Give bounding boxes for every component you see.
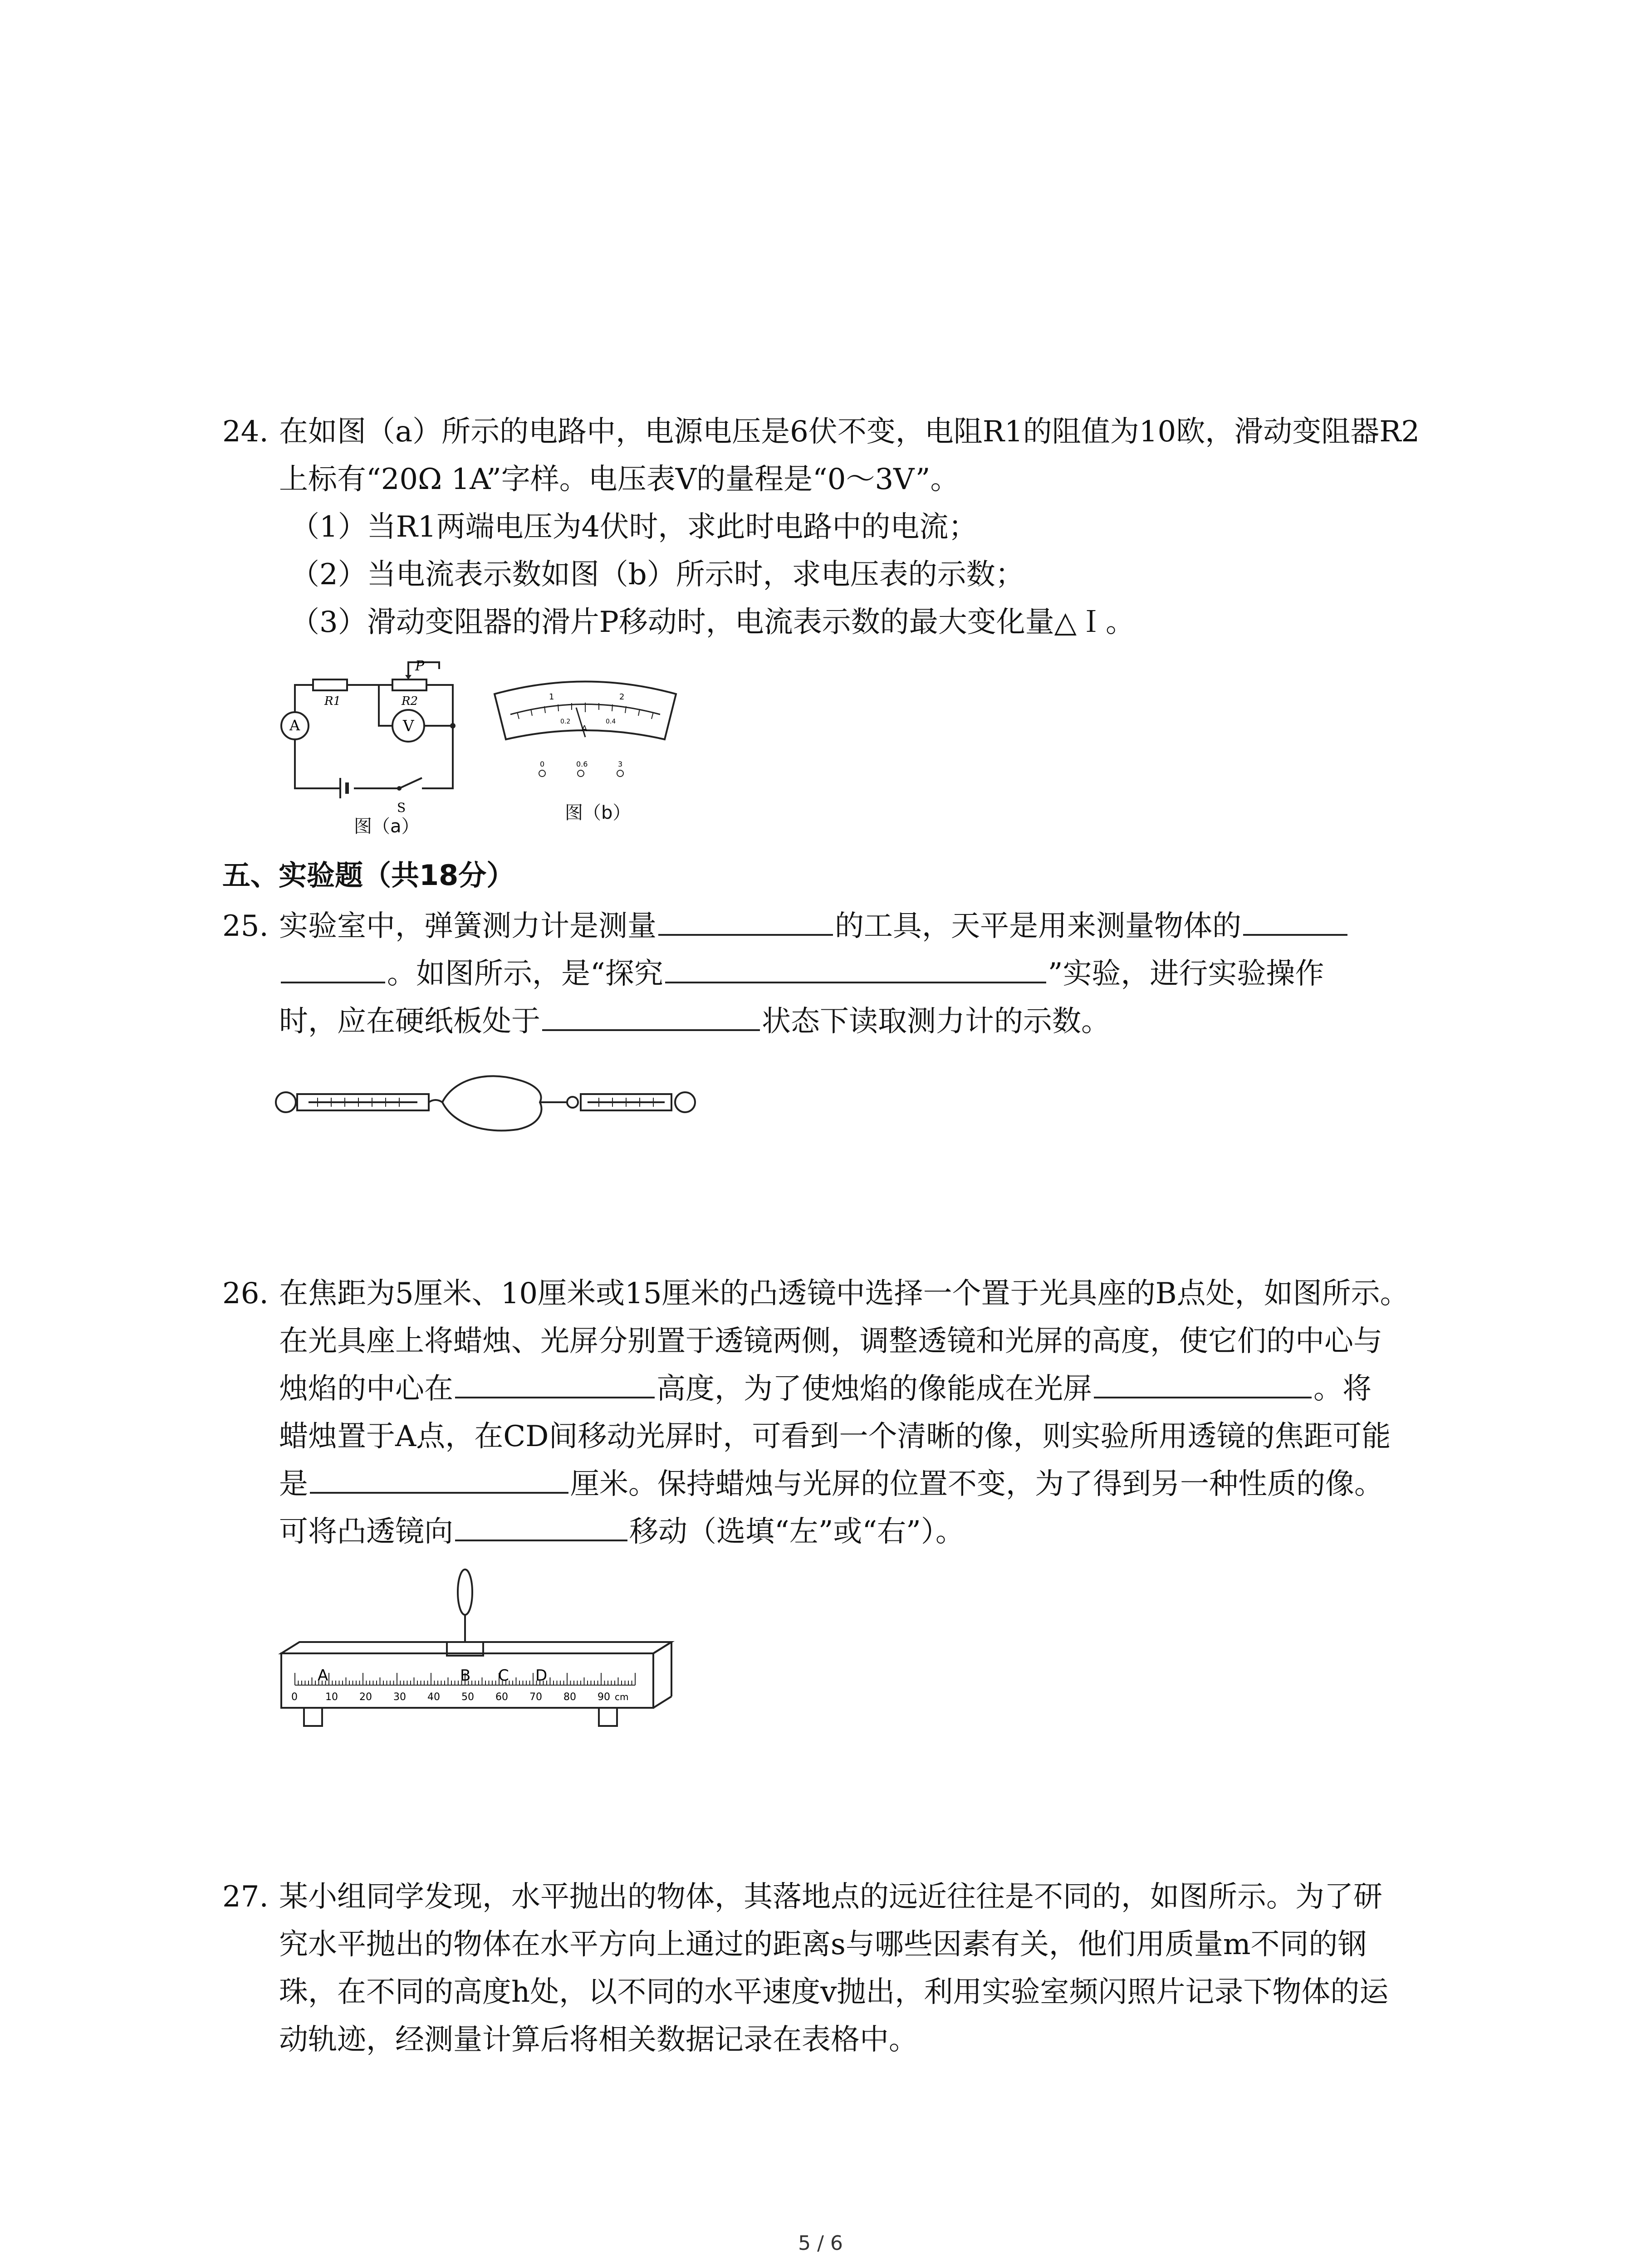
question-number: 24. xyxy=(222,415,269,449)
answer-blank[interactable] xyxy=(310,1466,568,1494)
scale-0-4: 0.4 xyxy=(606,718,616,725)
label-p: P xyxy=(415,658,425,674)
spring-balance-figure xyxy=(272,1066,699,1139)
ruler-label: 60 xyxy=(495,1691,508,1703)
question-number: 25. xyxy=(222,909,269,943)
question-text: 上标有“20Ω 1A”字样。电压表V的量程是“0～3V”。 xyxy=(279,463,960,496)
question-text: 状态下读取测力计的示数。 xyxy=(762,1005,1110,1038)
question-text: 在焦距为5厘米、10厘米或15厘米的凸透镜中选择一个置于光具座的B点处，如图所示。 xyxy=(279,1277,1409,1310)
question-text: 珠，在不同的高度h处，以不同的水平速度v抛出，利用实验室频闪照片记录下物体的运 xyxy=(279,1975,1389,2009)
answer-blank[interactable] xyxy=(665,956,1046,983)
label-r1: R1 xyxy=(324,694,341,708)
question-26 xyxy=(222,1270,1447,1556)
question-text: 实验室中，弹簧测力计是测量 xyxy=(279,909,656,943)
question-text: 动轨迹，经测量计算后将相关数据记录在表格中。 xyxy=(279,2023,918,2057)
question-text: 移动（选填“左”或“右”）。 xyxy=(629,1515,965,1549)
question-text: 是 xyxy=(279,1467,308,1501)
question-27 xyxy=(222,1873,1447,2064)
point-b: B xyxy=(460,1667,471,1685)
label-r2: R2 xyxy=(402,694,418,708)
point-c: C xyxy=(498,1667,509,1685)
question-text: 可将凸透镜向 xyxy=(279,1515,453,1549)
scale-0-2: 0.2 xyxy=(560,718,571,725)
ruler-label: 0 xyxy=(291,1691,298,1703)
circuit-diagram-a xyxy=(272,653,472,815)
page-number: 5 / 6 xyxy=(798,2232,843,2255)
answer-blank[interactable] xyxy=(281,956,385,983)
answer-blank[interactable] xyxy=(542,1004,760,1031)
question-text: 蜡烛置于A点，在CD间移动光屏时，可看到一个清晰的像，则实验所用透镜的焦距可能 xyxy=(279,1420,1391,1453)
unit-a: A xyxy=(582,724,588,733)
question-25 xyxy=(222,903,1447,1046)
question-number: 27. xyxy=(222,1880,269,1914)
question-text: 时，应在硬纸板处于 xyxy=(279,1005,540,1038)
question-text: 。如图所示，是“探究 xyxy=(387,957,663,991)
ruler-label: 70 xyxy=(529,1691,542,1703)
sub-question-2: （2）当电流表示数如图（b）所示时，求电压表的示数； xyxy=(290,558,1024,591)
ruler-label: 80 xyxy=(563,1691,576,1703)
terminal-3: 3 xyxy=(618,760,623,768)
question-text: 在光具座上将蜡烛、光屏分别置于透镜两侧，调整透镜和光屏的高度，使它们的中心与 xyxy=(279,1325,1382,1358)
question-text: 某小组同学发现，水平抛出的物体，其落地点的远近往往是不同的，如图所示。为了研 xyxy=(279,1880,1382,1914)
ruler-unit: cm xyxy=(615,1691,629,1702)
question-number: 26. xyxy=(222,1277,269,1310)
ruler-label: 10 xyxy=(325,1691,338,1703)
sub-question-3: （3）滑动变阻器的滑片P移动时，电流表示数的最大变化量△Ｉ。 xyxy=(290,606,1135,639)
label-ammeter: A xyxy=(289,717,300,734)
scale-1: 1 xyxy=(549,692,554,702)
ruler-label: 40 xyxy=(427,1691,440,1703)
question-text: 烛焰的中心在 xyxy=(279,1372,453,1406)
question-text: 。将 xyxy=(1313,1372,1372,1406)
question-text: 在如图（a）所示的电路中，电源电压是6伏不变，电阻R1的阻值为10欧，滑动变阻器R2 xyxy=(279,415,1420,449)
question-text: ”实验，进行实验操作 xyxy=(1048,957,1324,991)
terminal-0: 0 xyxy=(540,760,545,768)
ruler-label: 30 xyxy=(393,1691,406,1703)
answer-blank[interactable] xyxy=(1243,909,1347,936)
section-heading: 五、实验题（共18分） xyxy=(222,859,515,892)
sub-question-1: （1）当R1两端电压为4伏时，求此时电路中的电流； xyxy=(290,510,978,544)
ammeter-dial-b xyxy=(490,676,681,780)
answer-blank[interactable] xyxy=(455,1371,655,1398)
point-d: D xyxy=(535,1667,548,1685)
point-a: A xyxy=(318,1667,328,1685)
answer-blank[interactable] xyxy=(658,909,833,936)
ruler-label: 50 xyxy=(461,1691,474,1703)
ruler-label: 90 xyxy=(598,1691,610,1703)
label-switch: S xyxy=(397,800,406,815)
question-text: 厘米。保持蜡烛与光屏的位置不变，为了得到另一种性质的像。 xyxy=(570,1467,1383,1501)
ruler-label: 20 xyxy=(359,1691,372,1703)
scale-2: 2 xyxy=(619,692,625,702)
question-text: 高度，为了使烛焰的像能成在光屏 xyxy=(656,1372,1092,1406)
figure-a-caption: 图（a） xyxy=(354,816,420,837)
question-text: 究水平抛出的物体在水平方向上通过的距离s与哪些因素有关，他们用质量m不同的钢 xyxy=(279,1928,1367,1961)
question-24 xyxy=(222,408,1447,646)
answer-blank[interactable] xyxy=(1094,1371,1312,1398)
label-voltmeter: V xyxy=(403,717,414,735)
question-text: 的工具，天平是用来测量物体的 xyxy=(835,909,1241,943)
figure-b-caption: 图（b） xyxy=(565,802,631,823)
answer-blank[interactable] xyxy=(455,1514,627,1541)
optical-bench-figure xyxy=(272,1569,681,1733)
terminal-0-6: 0.6 xyxy=(576,760,588,768)
